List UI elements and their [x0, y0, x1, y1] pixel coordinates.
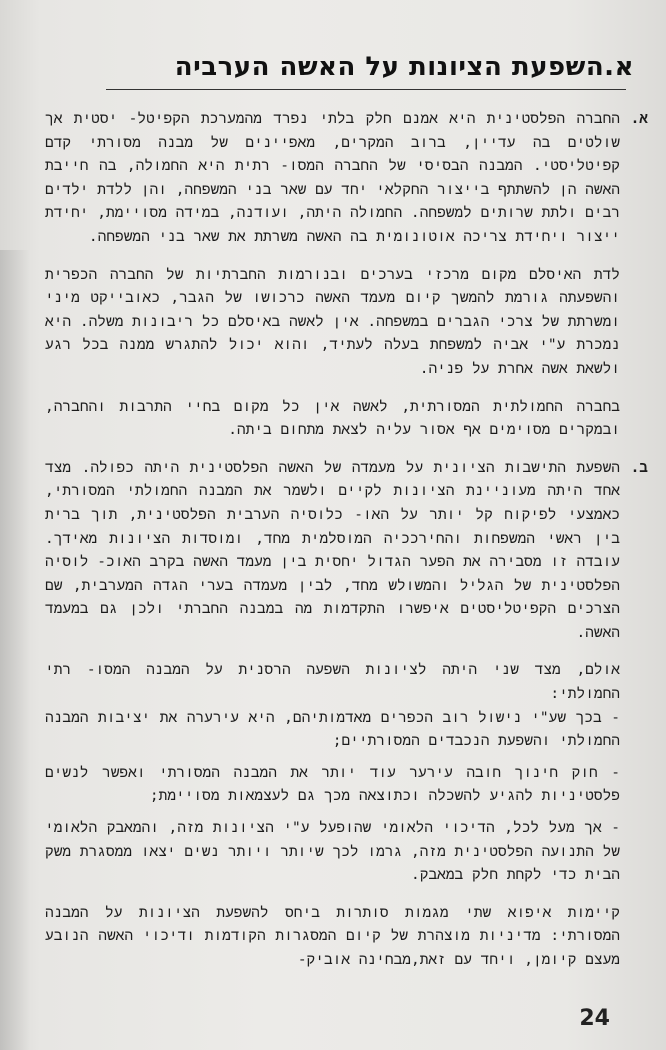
section-marker-b: ב.: [630, 459, 648, 476]
paragraph-text: לדת האיסלם מקום מרכזי בערכים ובנורמות החברתיות של החברה הכפרית והשפעתה גורמת להמשך קיום מעמד האשה כרכושו של הגבר, כאובייקט מיני ומשרתת של צרכי הגברים במשפחה. אין לאשה באיסלם כל ריבונות משלה. היא נמכרת ע"י אביה למשפחת בעלה לעתיד, והוא יכול להתגרש ממנה בכל רגע ולשאת אשה אחרת על פניה.: [45, 266, 620, 377]
paragraph-text: בחברה החמולתית המסורתית, לאשה אין כל מקום בחיי התרבות והחברה, ובמקרים מסוימים אף אסור עליה לצאת מתחום ביתה.: [45, 398, 620, 439]
paragraph-section-a: [45, 108, 648, 250]
paragraph-however: [45, 659, 620, 706]
paragraph-conclusion: [45, 902, 620, 973]
paragraph-text: קיימות איפוא שתי מגמות סותרות ביחס להשפעת הציונות על המבנה המסורתי: מדיניות מוצהרת של קיום המסגרות הקודמות ודיכוי האשה הנובע מעצם קיומן, ויחד עם זאת,מבחינה אוביק-: [45, 904, 620, 968]
list-item-land: [45, 707, 620, 754]
page-title: א.השפעת הציונות על האשה הערביה: [174, 52, 634, 82]
paragraph-islam: [45, 264, 620, 382]
paragraph-text: השפעת התישבות הציונית על מעמדה של האשה הפלסטינית היתה כפולה. מצד אחד היתה מעוניינת הציונות לקיים ולשמר את המבנה החמולתי המסורתי, כאמצעי לפיקוח קל יותר על האו- כלוסיה הערבית הפלסטינית, תוך ברית בין ראשי המשפחות והחירככיה המוסלמית מחד, ומוסדות הציונות מאידך. עובדה זו מסבירה את הפער הגדול יחסית בין מעמד האשה בקרב האוכ- לוסיה הפלסטינית של הגליל והמשולש מחד, לבין מעמדה בערי הגדה המערבית, שם הצרכים הקפיטליסטים איפשרו התקדמות מה במבנה החברתי ולכן גם במעמד האשה.: [45, 459, 620, 641]
title-underline: [106, 89, 626, 90]
section-marker-a: א.: [630, 111, 648, 127]
list-item-national-struggle: [45, 817, 620, 888]
paragraph-text: אולם, מצד שני היתה לציונות השפעה הרסנית על המבנה המסו- רתי החמולתי:: [45, 662, 620, 703]
scan-shadow: [0, 250, 30, 1050]
paragraph-text: החברה הפלסטינית היא אמנם חלק בלתי נפרד מהמערכת הקפיטל- יסטית אך שולטים בה עדיין, ברוב המקרים, מאפיינים של מבנה מסורתי קדם קפיטליסטי. המבנה הבסיסי של החברה המסו- רתית היא החמולה, בה חייבת האשה הן להשתתף בייצור החקלאי יחד עם שאר בני המשפחה, והן ללדת ילדים רבים ולתת שרותים למשפחה. החמולה היתה, ועודנה, במידה מסויימת, יחידת ייצור ויחידת צריכה אוטונומית בה האשה משרתת את שאר בני המשפחה.: [45, 111, 620, 245]
paragraph-section-b: [45, 457, 648, 646]
paragraph-text: - אך מעל לכל, הדיכוי הלאומי שהופעל ע"י הציונות מזה, והמאבק הלאומי של התנועה הפלסטינית מזה, גרמו לכך שיותר ויותר נשים יצאו ממסגרת משק הבית כדי לקחת חלק במאבק.: [45, 820, 620, 884]
paragraph-text: - בכך שע"י נישול רוב הכפרים מאדמותיהם, היא עירערה את יציבות המבנה החמולתי והשפעת הנכבדים המסורתיים;: [45, 709, 620, 750]
body-text: [45, 108, 648, 987]
paragraph-text: - חוק חינוך חובה עירער עוד יותר את המבנה המסורתי ואפשר לנשים פלסטיניות להגיע להשכלה וכתוצאה מכך גם לעצמאות מסויימת;: [45, 764, 620, 805]
paragraph-traditional-society: [45, 396, 620, 443]
page-number: 24: [579, 1006, 610, 1031]
list-item-education: [45, 762, 620, 809]
